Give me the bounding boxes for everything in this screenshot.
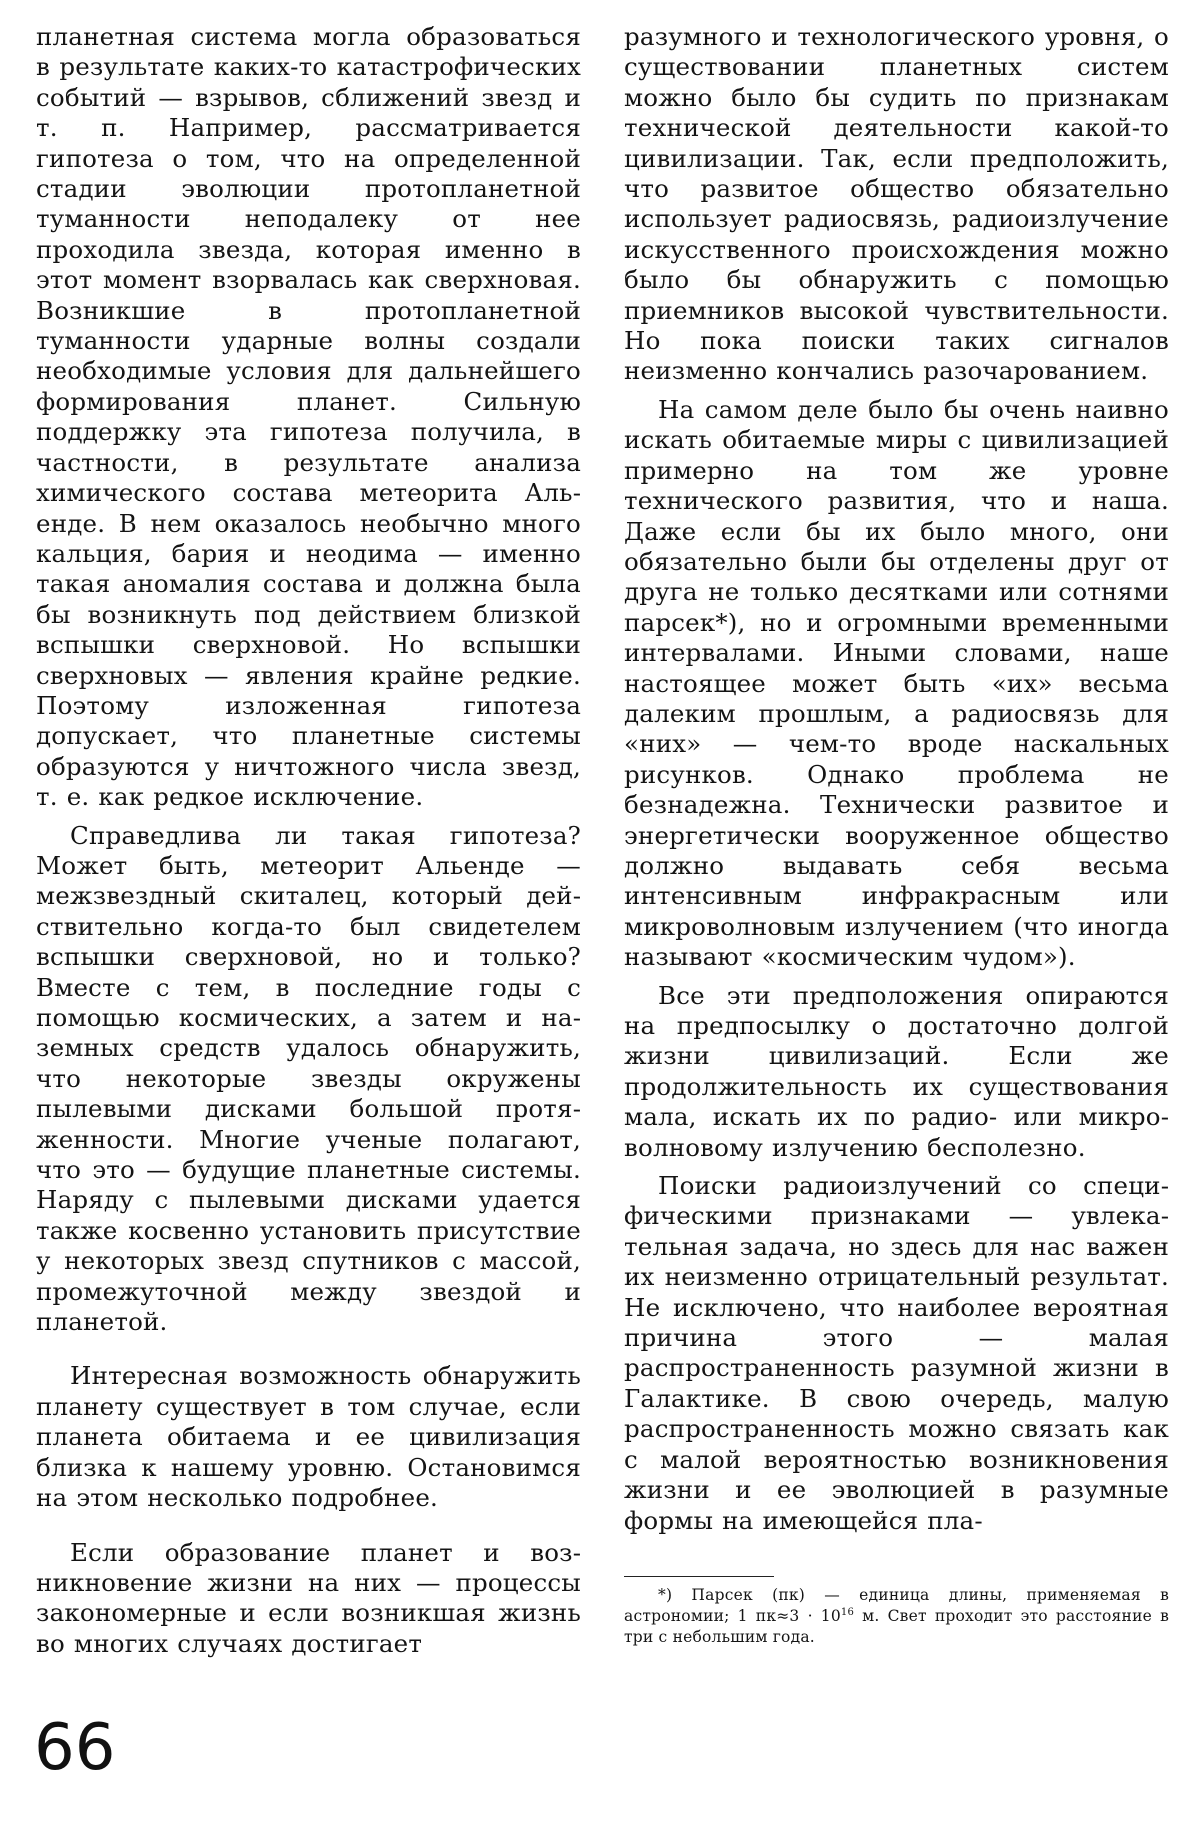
footnote-divider	[624, 1576, 774, 1577]
paragraph-inhabited-planet: Интересная возможность обнаружить планету существует в том случае, если планета обитаема и ее цивилизация близка к нашему уровню. Остановимся на этом несколько подробнее.	[36, 1361, 581, 1513]
left-column	[36, 22, 581, 1659]
page-number: 66	[34, 1711, 116, 1785]
footnote-text-end: м. Свет проходит это расстояние в три с небольшим года.	[624, 1606, 1169, 1646]
footnote-exponent: 16	[840, 1606, 855, 1618]
paragraph-radio-search: Поиски радиоизлучений со специфическими признаками — увлекательная задача, но здесь для нас важен их неизменно отрицательный результат. Не исключено, что наиболее вероятная причина этого — малая распространенность разумной жизни в Галактике. В свою очередь, малую распространенность можно связать как с малой вероятностью возникновения жизни и ее эволюцией в разумные формы на имеющейся пла-	[624, 1171, 1169, 1535]
paragraph-planetary-formation: планетная система могла образоваться в результате каких-то катастрофических событий — взрывов, сближений звезд и т. п. Например, рассматривается гипотеза о том, что на определенной стадии эволюции протопланетной туманности неподалеку от нее проходила звезда, которая именно в этот момент взорвалась как сверхновая. Возникшие в протопланетной туманности ударные волны создали необходимые условия для дальнейшего формирования планет. Сильную поддержку эта гипотеза получила, в частности, в результате анализа химического состава метеорита Альенде. В нем оказалось необычно много кальция, бария и неодима — именно такая аномалия состава и должна была бы возникнуть под действием близкой вспышки сверхновой. Но вспышки сверхновых — явления крайне редкие. Поэтому изложенная гипотеза допускает, что планетные системы образуются у ничтожного числа звезд, т. е. как редкое исключение.	[36, 22, 581, 812]
paragraph-technical-activity: разумного и технологического уровня, о существовании планетных систем можно было бы судить по признакам технической деятельности какой-то цивилизации. Так, если предположить, что развитое общество обязательно использует радиосвязь, радиоизлучение искусственного происхождения можно было бы обнаружить с помощью приемников высокой чувствительности. Но пока поиски таких сигналов неизменно кончались разочарованием.	[624, 22, 1169, 386]
footnote-parsec	[624, 1585, 1169, 1648]
footnote-text-start: *) Парсек (пк) — единица длины, применяемая в астрономии; 1 пк≈3 · 10	[624, 1585, 1169, 1625]
paragraph-allende-hypothesis: Справедлива ли такая гипотеза? Может быть, метеорит Альенде — межзвездный скиталец, который действительно когда-то был свидетелем вспышки сверхновой, но и только? Вместе с тем, в последние годы с помощью космических, а затем и наземных средств удалось обнаружить, что некоторые звезды окружены пылевыми дисками большой протяженности. Многие ученые полагают, что это — будущие планетные системы. Наряду с пылевыми дисками удается также косвенно установить присутствие у некоторых звезд спутников с массой, промежуточной между звездой и планетой.	[36, 820, 581, 1337]
paragraph-life-emergence: Если образование планет и возникновение жизни на них — процессы закономерные и если возникшая жизнь во многих случаях достигает	[36, 1537, 581, 1658]
right-column	[624, 22, 1169, 1648]
paragraph-naive-search: На самом деле было бы очень наивно искать обитаемые миры с цивилизацией примерно на том же уровне технического развития, что и наша. Даже если бы их было много, они обязательно были бы отделены друг от друга не только десятками или сотнями парсек*), но и огромными временными интервалами. Иными словами, наше настоящее может быть «их» весьма далеким прошлым, а радиосвязь для «них» — чем-то вроде наскальных рисунков. Однако проблема не безнадежна. Технически развитое и энергетически вооруженное общество должно выдавать себя весьма интенсивным инфракрасным или микроволновым излучением (что иногда называют «космическим чудом»).	[624, 394, 1169, 972]
paragraph-civilization-lifetime: Все эти предположения опираются на предпосылку о достаточно долгой жизни цивилизаций. Если же продолжительность их существования мала, искать их по радио- или микроволновому излучению бесполезно.	[624, 980, 1169, 1162]
